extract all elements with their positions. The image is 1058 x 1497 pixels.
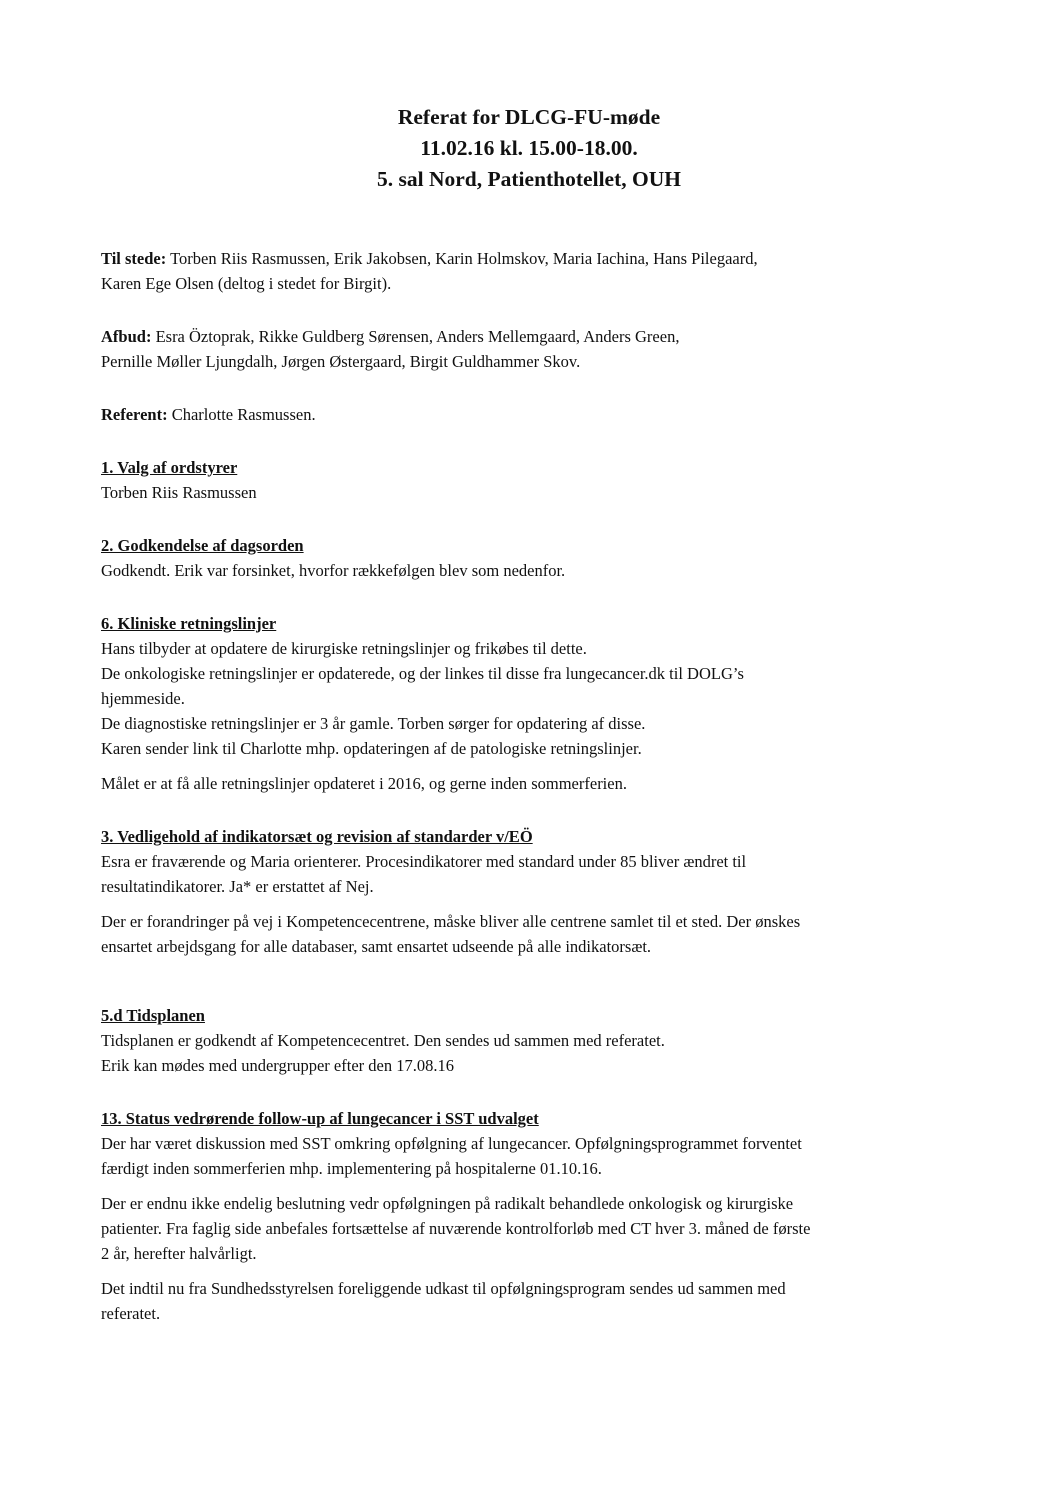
title-line-2: 11.02.16 kl. 15.00-18.00. [420, 136, 638, 160]
referent-section [101, 402, 961, 427]
section-13-line: Der har været diskussion med SST omkring opfølgning af lungecancer. Opfølgningsprogrammet forventet [101, 1134, 802, 1153]
section-13-line: færdigt inden sommerferien mhp. implementering på hospitalerne 01.10.16. [101, 1159, 602, 1178]
section-6-line: De diagnostiske retningslinjer er 3 år gamle. Torben sørger for opdatering af disse. [101, 714, 646, 733]
title-line-1: Referat for DLCG-FU-møde [397, 105, 661, 129]
section-13-para-2: Der er endnu ikke endelig beslutning vedr opfølgningen på radikalt behandlede onkologisk og kirurgiske [101, 1194, 794, 1213]
section-2-heading: 2. Godkendelse af dagsorden [101, 536, 304, 555]
section-2 [101, 533, 961, 583]
section-1-heading: 1. Valg af ordstyrer [101, 458, 238, 477]
section-6-line: De onkologiske retningslinjer er opdaterede, og der linkes til disse fra lungecancer.dk til DOLG’s [101, 664, 744, 683]
section-1-line: Torben Riis Rasmussen [101, 483, 257, 502]
section-6-line: hjemmeside. [101, 689, 185, 708]
section-3-line: resultatindikatorer. Ja* er erstattet af Nej. [101, 877, 374, 896]
section-5d-heading: 5.d Tidsplanen [101, 1006, 205, 1025]
present-section [101, 246, 961, 296]
section-13 [101, 1106, 961, 1326]
present-text-2: Karen Ege Olsen (deltog i stedet for Birgit). [101, 274, 392, 293]
section-3-para-2-line: ensartet arbejdsgang for alle databaser, samt ensartet udseende på alle indikatorsæt. [101, 937, 652, 956]
section-5d-line: Tidsplanen er godkendt af Kompetencecentret. Den sendes ud sammen med referatet. [101, 1031, 665, 1050]
absent-label: Afbud: [101, 327, 152, 346]
section-5d-line: Erik kan mødes med undergrupper efter den 17.08.16 [101, 1056, 454, 1075]
title-line-3: 5. sal Nord, Patienthotellet, OUH [377, 167, 681, 191]
referent-label: Referent: [101, 405, 168, 424]
section-13-para-2-line: 2 år, herefter halvårligt. [101, 1244, 257, 1263]
absent-text: Esra Öztoprak, Rikke Guldberg Sørensen, Anders Mellemgaard, Anders Green, [155, 327, 680, 346]
section-5d [101, 1003, 961, 1078]
section-13-para-2-line: patienter. Fra faglig side anbefales fortsættelse af nuværende kontrolforløb med CT hver 3. måned de første [101, 1219, 811, 1238]
section-6-para-2: Målet er at få alle retningslinjer opdateret i 2016, og gerne inden sommerferien. [101, 774, 627, 793]
section-2-line: Godkendt. Erik var forsinket, hvorfor rækkefølgen blev som nedenfor. [101, 561, 566, 580]
absent-text-2: Pernille Møller Ljungdalh, Jørgen Østergaard, Birgit Guldhammer Skov. [101, 352, 581, 371]
section-13-para-3-line: referatet. [101, 1304, 161, 1323]
section-6-heading: 6. Kliniske retningslinjer [101, 614, 277, 633]
section-6 [101, 611, 961, 796]
referent-text: Charlotte Rasmussen. [171, 405, 316, 424]
section-13-heading: 13. Status vedrørende follow-up af lungecancer i SST udvalget [101, 1109, 539, 1128]
section-6-line: Hans tilbyder at opdatere de kirurgiske retningslinjer og frikøbes til dette. [101, 639, 587, 658]
section-1 [101, 455, 961, 505]
section-6-line: Karen sender link til Charlotte mhp. opdateringen af de patologiske retningslinjer. [101, 739, 642, 758]
section-3 [101, 824, 961, 959]
section-3-line: Esra er fraværende og Maria orienterer. Procesindikatorer med standard under 85 bliver ændret til [101, 852, 747, 871]
section-3-para-2: Der er forandringer på vej i Kompetencecentrene, måske bliver alle centrene samlet til et sted. Der ønskes [101, 912, 801, 931]
section-3-heading: 3. Vedligehold af indikatorsæt og revision af standarder v/EÖ [101, 827, 533, 846]
section-13-para-3: Det indtil nu fra Sundhedsstyrelsen foreliggende udkast til opfølgningsprogram sendes ud sammen med [101, 1279, 786, 1298]
absent-section [101, 324, 961, 374]
present-label: Til stede: [101, 249, 167, 268]
document-title [0, 102, 1058, 195]
present-text: Torben Riis Rasmussen, Erik Jakobsen, Karin Holmskov, Maria Iachina, Hans Pilegaard, [170, 249, 758, 268]
